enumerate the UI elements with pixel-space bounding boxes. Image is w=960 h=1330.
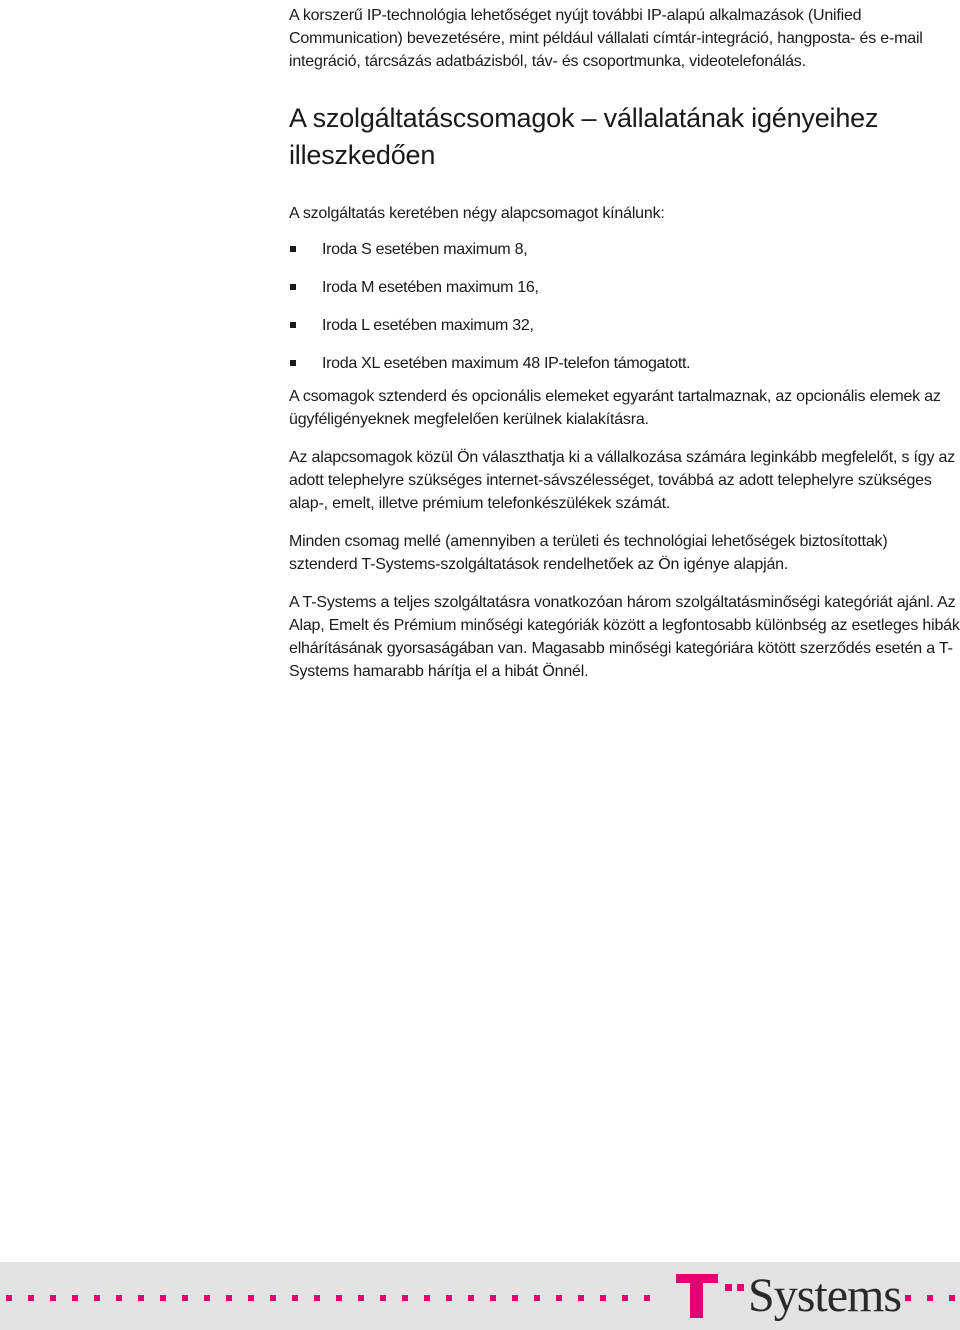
body-paragraph: A csomagok sztenderd és opcionális elemeket egyaránt tartalmaznak, az opcionális elemek az ügyféligényeknek megfelelően kerülnek kialakításra. — [289, 388, 941, 428]
list-item — [289, 314, 960, 337]
body-paragraph: Az alapcsomagok közül Ön választhatja ki a vállalkozása számára leginkább megfelelőt, s így az adott telephelyre szükséges internet-sávszélességet, továbbá az adott telephelyre szükséges alap-, emelt, illetve prémium telefonkészülékek számát. — [289, 449, 955, 512]
list-item-text: Iroda S esetében maximum 8, — [322, 241, 528, 258]
pink-dot-icon — [72, 1295, 78, 1301]
packages-lead: A szolgáltatás keretében négy alapcsomagot kínálunk: — [289, 205, 665, 222]
list-item-text: Iroda M esetében maximum 16, — [322, 279, 539, 296]
pink-dot-icon — [905, 1295, 911, 1301]
pink-dot-icon — [949, 1295, 955, 1301]
pink-dot-icon — [402, 1295, 408, 1301]
pink-dot-row-left — [6, 1295, 666, 1301]
pink-dot-icon — [94, 1295, 100, 1301]
pink-dot-icon — [116, 1295, 122, 1301]
pink-dot-icon — [490, 1295, 496, 1301]
pink-dot-icon — [292, 1295, 298, 1301]
pink-dot-icon — [380, 1295, 386, 1301]
pink-dot-icon — [446, 1295, 452, 1301]
list-item-text: Iroda L esetében maximum 32, — [322, 317, 534, 334]
pink-dot-icon — [556, 1295, 562, 1301]
t-logo-icon — [676, 1274, 718, 1318]
body-paragraph: A T-Systems a teljes szolgáltatásra vonatkozóan három szolgáltatásminőségi kategóriát ajánl. Az Alap, Emelt és Prémium minőségi kategóriák között a legfontosabb különbség az esetleges hibák elhárításának gyorsaságában van. Magasabb minőségi kategóriára kötött szerződés esetén a T-Systems hamarabb hárítja el a hibát Önnél. — [289, 594, 960, 680]
document-body — [289, 0, 960, 683]
bullet-square-icon — [290, 322, 296, 328]
pink-dot-icon — [50, 1295, 56, 1301]
pink-dot-icon — [578, 1295, 584, 1301]
pink-dot-icon — [644, 1295, 650, 1301]
pink-dot-icon — [600, 1295, 606, 1301]
list-item — [289, 238, 960, 261]
pink-dot-icon — [622, 1295, 628, 1301]
pink-dot-icon — [512, 1295, 518, 1301]
packages-list — [289, 238, 960, 375]
body-paragraph: Minden csomag mellé (amennyiben a területi és technológiai lehetőségek biztosítottak) sztenderd T-Systems-szolgáltatások rendelhetőek az Ön igénye alapján. — [289, 533, 888, 573]
list-item — [289, 276, 960, 299]
bullet-square-icon — [290, 284, 296, 290]
pink-dot-icon — [270, 1295, 276, 1301]
pink-square-icon — [737, 1284, 744, 1291]
pink-dot-icon — [358, 1295, 364, 1301]
bullet-square-icon — [290, 246, 296, 252]
pink-dot-icon — [138, 1295, 144, 1301]
pink-dot-icon — [226, 1295, 232, 1301]
pink-dot-icon — [468, 1295, 474, 1301]
pink-dot-row-right — [905, 1295, 960, 1301]
pink-square-icon — [725, 1284, 732, 1291]
list-item — [289, 352, 960, 375]
pink-dot-icon — [314, 1295, 320, 1301]
pink-dot-icon — [204, 1295, 210, 1301]
pink-dot-icon — [28, 1295, 34, 1301]
pink-dot-icon — [927, 1295, 933, 1301]
pink-dot-icon — [424, 1295, 430, 1301]
pink-dot-icon — [6, 1295, 12, 1301]
pink-dot-icon — [182, 1295, 188, 1301]
brand-footer — [0, 1262, 960, 1330]
intro-paragraph: A korszerű IP-technológia lehetőséget nyújt további IP-alapú alkalmazások (Unified Communication) bevezetésére, mint például vállalati címtár-integráció, hangposta- és e-mail integráció, tárcsázás adatbázisból, táv- és csoportmunka, videotelefonálás. — [289, 7, 923, 70]
pink-dot-icon — [534, 1295, 540, 1301]
list-item-text: Iroda XL esetében maximum 48 IP-telefon támogatott. — [322, 355, 691, 372]
pink-dot-icon — [248, 1295, 254, 1301]
pink-dot-icon — [160, 1295, 166, 1301]
brand-name: Systems — [748, 1269, 902, 1322]
pink-dot-icon — [336, 1295, 342, 1301]
section-heading: A szolgáltatáscsomagok – vállalatának igényeihez illeszkedően — [289, 103, 879, 170]
bullet-square-icon — [290, 360, 296, 366]
